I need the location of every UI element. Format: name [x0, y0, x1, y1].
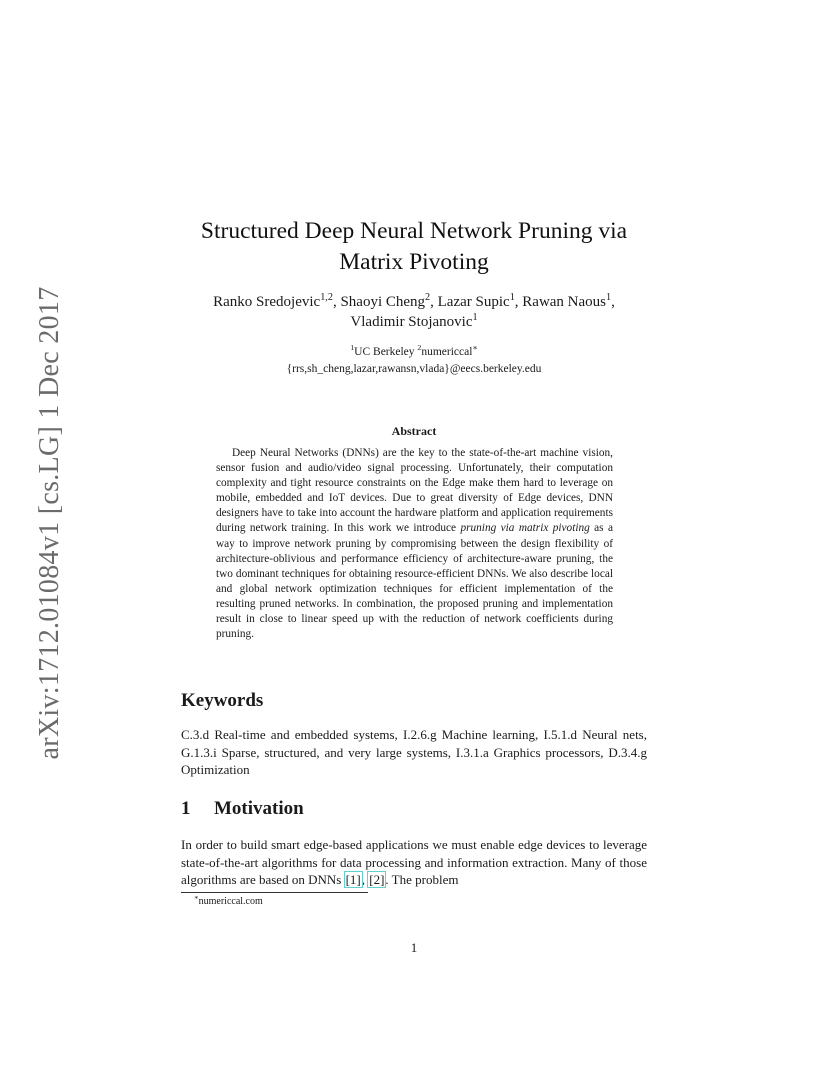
- arxiv-identifier-stamp[interactable]: arXiv:1712.01084v1 [cs.LG] 1 Dec 2017: [34, 286, 65, 760]
- author-line-1: [120, 292, 708, 312]
- page-number: 1: [410, 940, 418, 955]
- abstract-body: [216, 446, 613, 642]
- author-affiliation-mark: 1: [606, 292, 612, 303]
- author-separator: ,: [611, 294, 615, 310]
- author-affiliation-mark: 2: [425, 292, 431, 303]
- citation-link[interactable]: [2]: [369, 872, 385, 887]
- section-number: 1: [181, 798, 191, 819]
- section-title: Motivation: [214, 798, 304, 819]
- section-text: ,: [361, 872, 369, 887]
- section-text: . The problem: [385, 872, 459, 887]
- section-body: [181, 836, 647, 889]
- abstract-text: Deep Neural Networks (DNNs) are the key to the state-of-the-art machine vision, sensor fusion and audio/video signal processing. Unfortunately, their computation complexity and tight resource constraints on the Edge make them hard to leverage on mobile, embedded and IoT devices. Due to great diversity of Edge devices, DNN designers have to take into account the hardware platform and application requirements during network training. In this work we introduce: [216, 447, 613, 535]
- abstract-emphasis: pruning via matrix pivoting: [460, 522, 590, 535]
- author-name: Rawan Naous: [522, 294, 607, 310]
- author-separator: ,: [332, 294, 341, 310]
- author-affiliation-mark: 1: [472, 312, 478, 323]
- section-heading: [181, 798, 304, 820]
- footnote: [194, 895, 263, 908]
- author-name: Vladimir Stojanovic: [350, 314, 473, 330]
- keywords-heading: Keywords: [181, 690, 264, 711]
- abstract-heading: Abstract: [391, 424, 437, 438]
- abstract-text: as a way to improve network pruning by compromising between the design flexibility of architecture-oblivious and performance efficiency of architecture-aware pruning, the two dominant techniques for obtaining resource-efficient DNNs. We also describe local and global network optimization techniques for efficient implementation of the resulting pruned networks. In combination, the proposed pruning and implementation result in close to linear speed up with the reduction of network coefficients during pruning.: [216, 522, 613, 641]
- affiliation-mark: 1: [350, 343, 355, 353]
- citation-link[interactable]: [1]: [345, 872, 361, 887]
- author-list: [120, 292, 708, 332]
- affiliation-line: [120, 344, 708, 361]
- footnote-mark: ∗: [194, 894, 199, 902]
- author-separator: ,: [514, 294, 523, 310]
- author-line-2: [120, 312, 708, 332]
- paper-title: [120, 216, 708, 278]
- section-text: In order to build smart edge-based applications we must enable edge devices to leverage state-of-the-art algorithms for data processing and information extraction. Many of those algorithms are based on DNNs: [181, 837, 647, 887]
- author-name: Shaoyi Cheng: [340, 294, 426, 310]
- affiliation-org: UC Berkeley: [354, 346, 418, 358]
- footnote-text: numericcal.com: [198, 896, 263, 907]
- author-name: Lazar Supic: [437, 294, 510, 310]
- author-affiliation-mark: 1: [509, 292, 515, 303]
- affiliation-org: numericcal: [421, 346, 473, 358]
- author-name: Ranko Sredojevic: [213, 294, 321, 310]
- footnote-mark: ∗: [472, 343, 478, 353]
- footnote-divider: [181, 892, 368, 893]
- author-affiliation-mark: 1,2: [320, 292, 333, 303]
- affiliation-mark: 2: [417, 343, 422, 353]
- author-separator: ,: [430, 294, 438, 310]
- author-emails: {rrs,sh_cheng,lazar,rawansn,vlada}@eecs.berkeley.edu: [286, 363, 542, 375]
- keywords-text: C.3.d Real-time and embedded systems, I.2.6.g Machine learning, I.5.1.d Neural nets, G.1.3.i Sparse, structured, and very large systems, I.3.1.a Graphics processors, D.3.4.g Optimization: [181, 727, 647, 777]
- affiliations: [120, 344, 708, 378]
- title-line-2: Matrix Pivoting: [339, 249, 489, 275]
- title-line-1: Structured Deep Neural Network Pruning via: [200, 218, 628, 244]
